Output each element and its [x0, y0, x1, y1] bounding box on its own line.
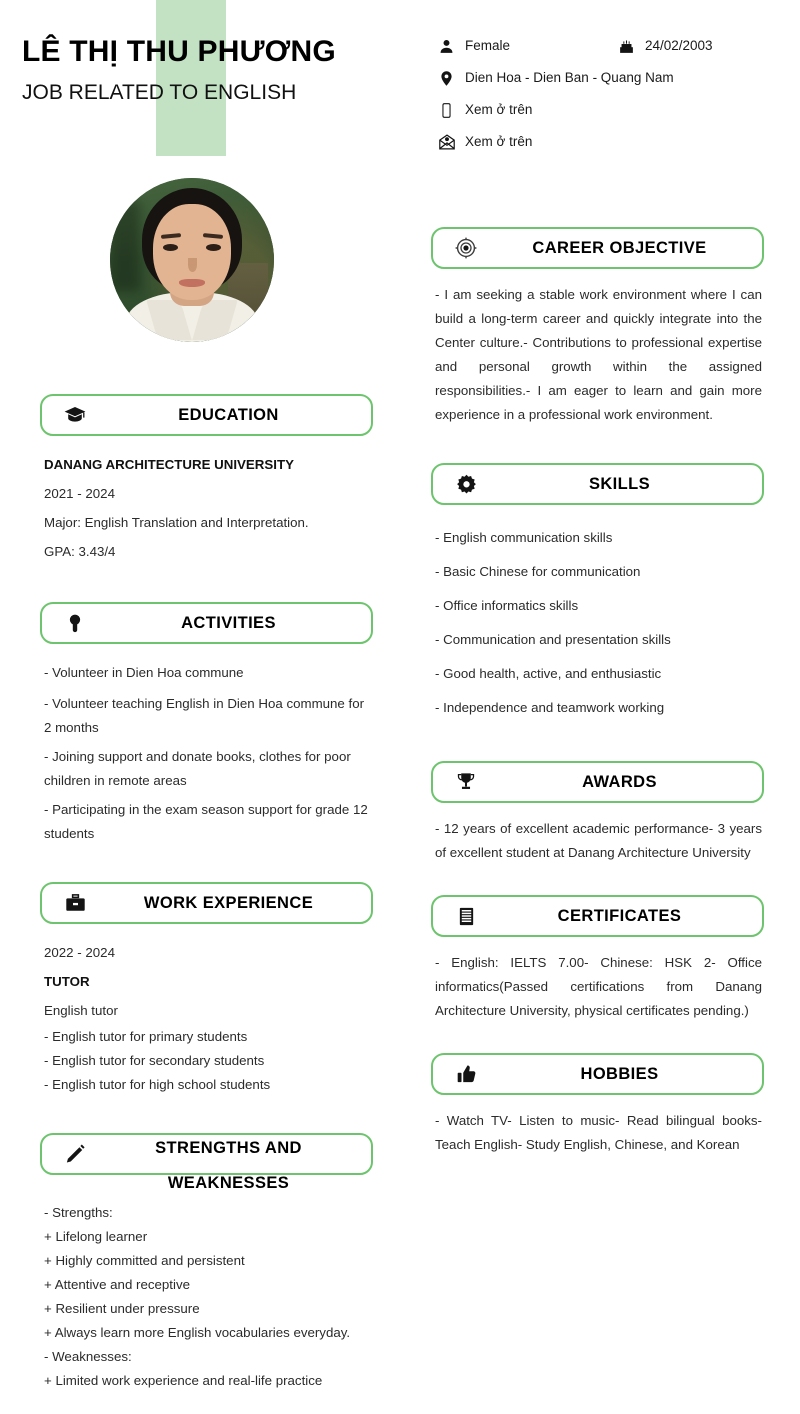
section-header-hobbies[interactable] [431, 1053, 764, 1095]
section-title-skills: SKILLS [588, 474, 651, 493]
briefcase-icon [62, 890, 88, 916]
section-body-awards [431, 803, 764, 865]
section-title-awards: AWARDS [582, 772, 657, 791]
section-title-education: EDUCATION [178, 405, 279, 424]
section-header-activities[interactable] [40, 602, 373, 644]
contact-row-gender-birthday [437, 30, 782, 62]
section-body-education [40, 436, 373, 566]
photo-mouth [179, 279, 205, 287]
contact-email [437, 133, 532, 152]
contact-gender [437, 37, 617, 56]
section-skills [431, 463, 764, 725]
section-title-activities: ACTIVITIES [181, 613, 276, 632]
avatar [110, 178, 274, 342]
section-body-hobbies [431, 1095, 764, 1157]
section-header-career-objective[interactable] [431, 227, 764, 269]
photo-eye-left [163, 244, 178, 251]
email-icon [437, 133, 456, 152]
list-item: - English communication skills [435, 530, 613, 545]
contact-address [437, 69, 674, 88]
photo-eye-right [206, 244, 221, 251]
section-career-objective [431, 227, 764, 427]
list-item: - Good health, active, and enthusiastic [435, 666, 662, 681]
contact-row-address [437, 62, 782, 94]
contact-birthday [617, 37, 713, 56]
list-item: + Always learn more English vocabularies everyday. [44, 1325, 351, 1340]
section-title-career-objective: CAREER OBJECTIVE [532, 238, 707, 257]
thumbs-up-icon [453, 1061, 479, 1087]
contact-gender-text: Female [465, 38, 511, 53]
section-body-career-objective [431, 269, 764, 427]
list-item: + Resilient under pressure [44, 1301, 200, 1316]
contact-row-email [437, 126, 782, 158]
section-header-work-experience[interactable] [40, 882, 373, 924]
contact-address-text: Dien Hoa - Dien Ban - Quang Nam [465, 70, 674, 85]
cv-header [22, 32, 336, 108]
list-item: - English tutor for secondary students [44, 1053, 265, 1068]
education-years: 2021 - 2024 [44, 486, 115, 501]
list-item: + Lifelong learner [44, 1229, 148, 1244]
work-role: English tutor [44, 1003, 118, 1018]
phone-icon [437, 101, 456, 120]
section-header-certificates[interactable] [431, 895, 764, 937]
section-title-hobbies: HOBBIES [580, 1064, 659, 1083]
list-item: - Strengths: [44, 1205, 113, 1220]
section-awards [431, 761, 764, 865]
section-header-awards[interactable] [431, 761, 764, 803]
section-activities [40, 602, 373, 846]
contact-email-text: Xem ở trên [465, 134, 533, 149]
target-icon [453, 235, 479, 261]
list-item: - Independence and teamwork working [435, 700, 665, 715]
section-certificates [431, 895, 764, 1023]
awards-text: - 12 years of excellent academic performance- 3 years of excellent student at Danang Architecture University [435, 821, 762, 860]
list-item: - Participating in the exam season support for grade 12 students [44, 802, 368, 841]
contact-row-phone [437, 94, 782, 126]
trophy-icon [453, 769, 479, 795]
list-item: - Volunteer teaching English in Dien Hoa commune for 2 months [44, 696, 365, 735]
candidate-role: JOB RELATED TO ENGLISH [22, 81, 297, 104]
section-body-strengths-weaknesses [40, 1175, 373, 1393]
section-header-strengths-weaknesses[interactable] [40, 1133, 373, 1192]
gear-icon [453, 471, 479, 497]
list-item: - English tutor for primary students [44, 1029, 248, 1044]
list-item: - Volunteer in Dien Hoa commune [44, 665, 244, 680]
left-column [40, 394, 373, 1414]
location-pin-icon [437, 69, 456, 88]
section-header-education[interactable] [40, 394, 373, 436]
education-school: DANANG ARCHITECTURE UNIVERSITY [44, 457, 294, 472]
list-item: - English tutor for high school students [44, 1077, 271, 1092]
contact-phone-text: Xem ở trên [465, 102, 533, 117]
contact-block [437, 30, 782, 158]
education-gpa: GPA: 3.43/4 [44, 544, 116, 559]
section-title-work-experience: WORK EXPERIENCE [143, 893, 314, 912]
photo-shadow [110, 201, 140, 291]
contact-birthday-text: 24/02/2003 [645, 38, 713, 53]
section-work-experience [40, 882, 373, 1097]
work-years: 2022 - 2024 [44, 945, 115, 960]
person-icon [437, 37, 456, 56]
section-hobbies [431, 1053, 764, 1157]
list-item: + Attentive and receptive [44, 1277, 190, 1292]
cake-icon [617, 37, 636, 56]
section-body-certificates [431, 937, 764, 1023]
section-title-strengths-weaknesses: STRENGTHS AND WEAKNESSES [155, 1139, 302, 1192]
section-header-skills[interactable] [431, 463, 764, 505]
section-body-work-experience [40, 924, 373, 1097]
section-title-certificates: CERTIFICATES [557, 906, 682, 925]
list-item: + Limited work experience and real-life practice [44, 1373, 323, 1388]
section-education [40, 394, 373, 566]
section-body-activities [40, 644, 373, 846]
list-item: - Weaknesses: [44, 1349, 132, 1364]
photo-nose [188, 258, 197, 272]
document-list-icon [453, 903, 479, 929]
list-item: + Highly committed and persistent [44, 1253, 245, 1268]
career-objective-text: - I am seeking a stable work environment where I can build a long-term career and quickly integrate into the Center culture.- Contributions to professional expertise and personal growth within the assigned responsibilities.- I am eager to learn and gain more experience in a professional work environment. [435, 287, 762, 422]
graduation-cap-icon [62, 402, 88, 428]
lightbulb-icon [62, 610, 88, 636]
candidate-name: LÊ THỊ THU PHƯƠNG [22, 35, 336, 68]
hobbies-text: - Watch TV- Listen to music- Read bilingual books- Teach English- Study English, Chinese, and Korean [435, 1113, 762, 1152]
contact-phone [437, 101, 532, 120]
list-item: - Office informatics skills [435, 598, 579, 613]
section-body-skills [431, 505, 764, 725]
list-item: - Joining support and donate books, clothes for poor children in remote areas [44, 749, 351, 788]
section-strengths-weaknesses [40, 1133, 373, 1393]
work-position: TUTOR [44, 974, 90, 989]
certificates-text: - English: IELTS 7.00- Chinese: HSK 2- Office informatics(Passed certifications from Danang Architecture University, physical certificates pending.) [435, 955, 762, 1018]
right-column [431, 227, 764, 1179]
list-item: - Communication and presentation skills [435, 632, 671, 647]
education-major: Major: English Translation and Interpretation. [44, 515, 309, 530]
list-item: - Basic Chinese for communication [435, 564, 641, 579]
